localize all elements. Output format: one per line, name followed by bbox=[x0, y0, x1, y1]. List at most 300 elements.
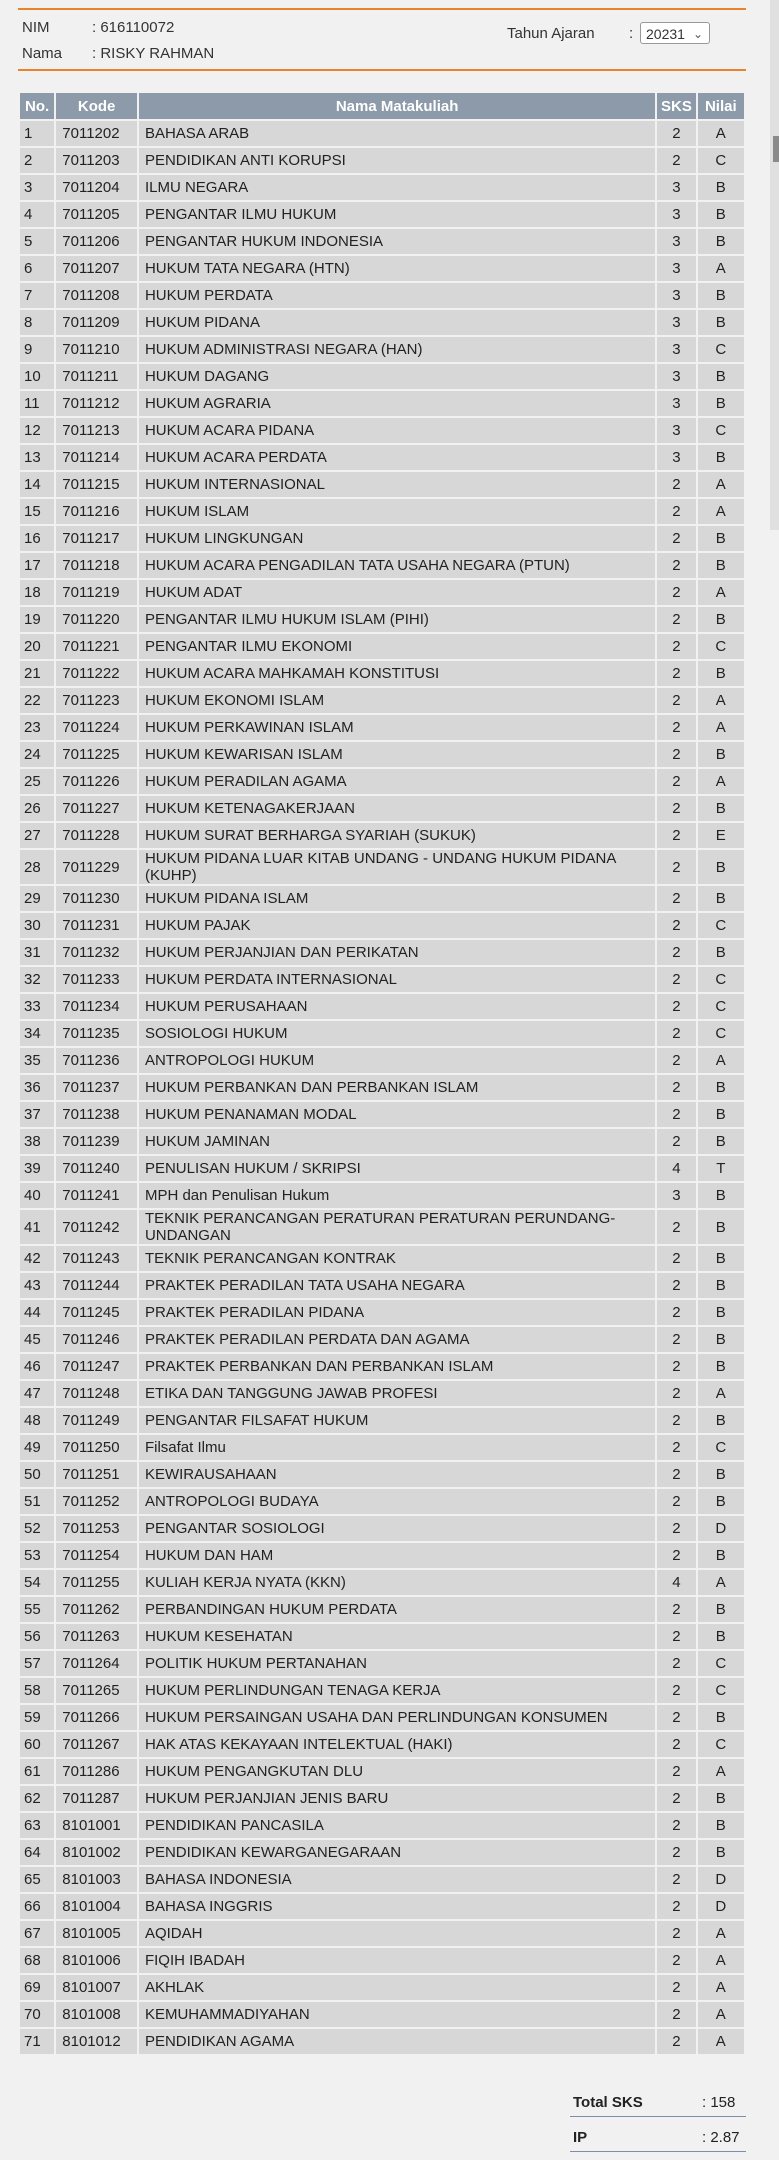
row-no: 43 bbox=[20, 1273, 54, 1298]
row-nama-matakuliah: KEWIRAUSAHAAN bbox=[139, 1462, 655, 1487]
row-nilai: B bbox=[698, 1543, 744, 1568]
row-kode: 7011242 bbox=[56, 1210, 137, 1244]
row-sks: 2 bbox=[657, 769, 695, 794]
row-nama-matakuliah: HUKUM AGRARIA bbox=[139, 391, 655, 416]
row-nama-matakuliah: HUKUM PERDATA INTERNASIONAL bbox=[139, 967, 655, 992]
row-sks: 2 bbox=[657, 742, 695, 767]
row-nama-matakuliah: AKHLAK bbox=[139, 1975, 655, 2000]
row-kode: 7011286 bbox=[56, 1759, 137, 1784]
row-no: 36 bbox=[20, 1075, 54, 1100]
row-nama-matakuliah: HUKUM TATA NEGARA (HTN) bbox=[139, 256, 655, 281]
table-row bbox=[20, 1570, 744, 1595]
row-no: 37 bbox=[20, 1102, 54, 1127]
row-no: 30 bbox=[20, 913, 54, 938]
row-no: 53 bbox=[20, 1543, 54, 1568]
row-no: 67 bbox=[20, 1921, 54, 1946]
row-kode: 7011210 bbox=[56, 337, 137, 362]
tahun-ajaran-select[interactable] bbox=[640, 22, 710, 44]
row-nama-matakuliah: HUKUM PENANAMAN MODAL bbox=[139, 1102, 655, 1127]
tahun-ajaran-selected-value: 20231 bbox=[646, 26, 685, 42]
row-nama-matakuliah: BAHASA INDONESIA bbox=[139, 1867, 655, 1892]
table-row bbox=[20, 391, 744, 416]
row-nilai: B bbox=[698, 1813, 744, 1838]
table-row bbox=[20, 1156, 744, 1181]
row-sks: 2 bbox=[657, 1048, 695, 1073]
row-nama-matakuliah: BAHASA INGGRIS bbox=[139, 1894, 655, 1919]
row-no: 51 bbox=[20, 1489, 54, 1514]
row-no: 65 bbox=[20, 1867, 54, 1892]
row-no: 22 bbox=[20, 688, 54, 713]
table-row bbox=[20, 769, 744, 794]
row-no: 63 bbox=[20, 1813, 54, 1838]
row-kode: 7011211 bbox=[56, 364, 137, 389]
row-nilai: B bbox=[698, 607, 744, 632]
row-no: 20 bbox=[20, 634, 54, 659]
row-kode: 7011221 bbox=[56, 634, 137, 659]
table-row bbox=[20, 1840, 744, 1865]
row-no: 60 bbox=[20, 1732, 54, 1757]
table-row bbox=[20, 1813, 744, 1838]
row-no: 29 bbox=[20, 886, 54, 911]
row-nilai: A bbox=[698, 1048, 744, 1073]
row-sks: 2 bbox=[657, 526, 695, 551]
nama-value: : RISKY RAHMAN bbox=[92, 45, 215, 62]
side-scroll-thumb[interactable] bbox=[773, 136, 779, 162]
row-kode: 7011253 bbox=[56, 1516, 137, 1541]
table-row bbox=[20, 1048, 744, 1073]
grades-table bbox=[18, 91, 746, 2056]
row-sks: 2 bbox=[657, 1210, 695, 1244]
row-nilai: B bbox=[698, 1489, 744, 1514]
row-nilai: A bbox=[698, 1975, 744, 2000]
table-row bbox=[20, 1129, 744, 1154]
row-sks: 3 bbox=[657, 337, 695, 362]
row-nama-matakuliah: HUKUM DAN HAM bbox=[139, 1543, 655, 1568]
row-sks: 2 bbox=[657, 499, 695, 524]
row-no: 23 bbox=[20, 715, 54, 740]
row-kode: 7011205 bbox=[56, 202, 137, 227]
row-sks: 2 bbox=[657, 1381, 695, 1406]
row-no: 21 bbox=[20, 661, 54, 686]
row-nilai: C bbox=[698, 418, 744, 443]
row-nama-matakuliah: PRAKTEK PERADILAN PIDANA bbox=[139, 1300, 655, 1325]
table-row bbox=[20, 1354, 744, 1379]
row-kode: 7011234 bbox=[56, 994, 137, 1019]
row-no: 9 bbox=[20, 337, 54, 362]
table-row bbox=[20, 1894, 744, 1919]
table-row bbox=[20, 688, 744, 713]
table-row bbox=[20, 1597, 744, 1622]
row-kode: 8101012 bbox=[56, 2029, 137, 2054]
row-sks: 2 bbox=[657, 1516, 695, 1541]
table-row bbox=[20, 202, 744, 227]
tahun-ajaran-colon: : bbox=[629, 25, 634, 42]
row-nama-matakuliah: ETIKA DAN TANGGUNG JAWAB PROFESI bbox=[139, 1381, 655, 1406]
row-no: 17 bbox=[20, 553, 54, 578]
row-nilai: A bbox=[698, 472, 744, 497]
row-nama-matakuliah: HUKUM KEWARISAN ISLAM bbox=[139, 742, 655, 767]
ip-label: IP bbox=[573, 2129, 588, 2146]
row-sks: 2 bbox=[657, 1246, 695, 1271]
row-nilai: A bbox=[698, 1759, 744, 1784]
table-row bbox=[20, 1246, 744, 1271]
row-no: 44 bbox=[20, 1300, 54, 1325]
row-nilai: C bbox=[698, 1435, 744, 1460]
section-divider bbox=[18, 69, 746, 71]
row-sks: 2 bbox=[657, 715, 695, 740]
header-nama-matakuliah: Nama Matakuliah bbox=[139, 93, 655, 119]
row-no: 50 bbox=[20, 1462, 54, 1487]
row-no: 49 bbox=[20, 1435, 54, 1460]
row-sks: 2 bbox=[657, 1921, 695, 1946]
row-nilai: C bbox=[698, 1678, 744, 1703]
row-nama-matakuliah: HUKUM PERKAWINAN ISLAM bbox=[139, 715, 655, 740]
row-sks: 2 bbox=[657, 1075, 695, 1100]
row-nilai: B bbox=[698, 364, 744, 389]
row-kode: 7011214 bbox=[56, 445, 137, 470]
row-no: 45 bbox=[20, 1327, 54, 1352]
row-sks: 4 bbox=[657, 1570, 695, 1595]
row-kode: 7011228 bbox=[56, 823, 137, 848]
row-kode: 7011241 bbox=[56, 1183, 137, 1208]
header-sks: SKS bbox=[657, 93, 695, 119]
row-no: 54 bbox=[20, 1570, 54, 1595]
row-kode: 7011267 bbox=[56, 1732, 137, 1757]
row-nilai: B bbox=[698, 940, 744, 965]
row-sks: 3 bbox=[657, 445, 695, 470]
row-kode: 7011239 bbox=[56, 1129, 137, 1154]
row-nama-matakuliah: HUKUM JAMINAN bbox=[139, 1129, 655, 1154]
row-kode: 7011222 bbox=[56, 661, 137, 686]
row-nilai: T bbox=[698, 1156, 744, 1181]
row-kode: 7011262 bbox=[56, 1597, 137, 1622]
row-sks: 3 bbox=[657, 283, 695, 308]
row-kode: 7011220 bbox=[56, 607, 137, 632]
row-nama-matakuliah: HUKUM PERJANJIAN JENIS BARU bbox=[139, 1786, 655, 1811]
row-nilai: A bbox=[698, 715, 744, 740]
row-nilai: B bbox=[698, 1462, 744, 1487]
row-nilai: A bbox=[698, 1381, 744, 1406]
table-row bbox=[20, 283, 744, 308]
row-nilai: B bbox=[698, 202, 744, 227]
row-nilai: A bbox=[698, 769, 744, 794]
top-divider bbox=[18, 8, 746, 10]
row-nama-matakuliah: KULIAH KERJA NYATA (KKN) bbox=[139, 1570, 655, 1595]
row-no: 40 bbox=[20, 1183, 54, 1208]
row-sks: 2 bbox=[657, 1786, 695, 1811]
row-kode: 7011218 bbox=[56, 553, 137, 578]
totals-panel bbox=[570, 2086, 746, 2152]
tahun-ajaran-label: Tahun Ajaran bbox=[507, 25, 595, 42]
table-row bbox=[20, 364, 744, 389]
row-nilai: B bbox=[698, 283, 744, 308]
header-no: No. bbox=[20, 93, 54, 119]
nama-label: Nama bbox=[22, 45, 63, 62]
row-no: 19 bbox=[20, 607, 54, 632]
row-nilai: E bbox=[698, 823, 744, 848]
row-nama-matakuliah: PENDIDIKAN KEWARGANEGARAAN bbox=[139, 1840, 655, 1865]
row-kode: 7011207 bbox=[56, 256, 137, 281]
row-no: 68 bbox=[20, 1948, 54, 1973]
row-nilai: C bbox=[698, 967, 744, 992]
row-sks: 2 bbox=[657, 1624, 695, 1649]
ip-row bbox=[570, 2121, 746, 2152]
row-no: 7 bbox=[20, 283, 54, 308]
table-row bbox=[20, 337, 744, 362]
row-nama-matakuliah: HUKUM PERSAINGAN USAHA DAN PERLINDUNGAN KONSUMEN bbox=[139, 1705, 655, 1730]
row-no: 66 bbox=[20, 1894, 54, 1919]
row-no: 69 bbox=[20, 1975, 54, 2000]
row-kode: 8101006 bbox=[56, 1948, 137, 1973]
row-kode: 7011229 bbox=[56, 850, 137, 884]
table-row bbox=[20, 1516, 744, 1541]
row-sks: 3 bbox=[657, 418, 695, 443]
row-nilai: B bbox=[698, 661, 744, 686]
row-sks: 2 bbox=[657, 607, 695, 632]
row-no: 1 bbox=[20, 121, 54, 146]
row-nilai: C bbox=[698, 1651, 744, 1676]
row-nilai: B bbox=[698, 1183, 744, 1208]
row-kode: 7011226 bbox=[56, 769, 137, 794]
row-sks: 2 bbox=[657, 1840, 695, 1865]
row-nama-matakuliah: PENGANTAR HUKUM INDONESIA bbox=[139, 229, 655, 254]
row-kode: 7011223 bbox=[56, 688, 137, 713]
table-row bbox=[20, 445, 744, 470]
table-row bbox=[20, 1786, 744, 1811]
row-kode: 7011244 bbox=[56, 1273, 137, 1298]
row-sks: 2 bbox=[657, 1462, 695, 1487]
row-nama-matakuliah: PENDIDIKAN AGAMA bbox=[139, 2029, 655, 2054]
row-nilai: B bbox=[698, 796, 744, 821]
table-row bbox=[20, 553, 744, 578]
row-no: 52 bbox=[20, 1516, 54, 1541]
row-no: 47 bbox=[20, 1381, 54, 1406]
row-nilai: B bbox=[698, 1786, 744, 1811]
row-nama-matakuliah: HUKUM ADMINISTRASI NEGARA (HAN) bbox=[139, 337, 655, 362]
table-row bbox=[20, 1273, 744, 1298]
row-nilai: A bbox=[698, 688, 744, 713]
table-row bbox=[20, 580, 744, 605]
nim-value: : 616110072 bbox=[92, 19, 175, 36]
row-nama-matakuliah: HUKUM SURAT BERHARGA SYARIAH (SUKUK) bbox=[139, 823, 655, 848]
table-row bbox=[20, 472, 744, 497]
row-sks: 2 bbox=[657, 913, 695, 938]
row-sks: 2 bbox=[657, 1651, 695, 1676]
row-nama-matakuliah: POLITIK HUKUM PERTANAHAN bbox=[139, 1651, 655, 1676]
table-row bbox=[20, 607, 744, 632]
row-no: 4 bbox=[20, 202, 54, 227]
student-info bbox=[22, 18, 746, 70]
row-kode: 7011287 bbox=[56, 1786, 137, 1811]
row-kode: 7011233 bbox=[56, 967, 137, 992]
row-sks: 3 bbox=[657, 202, 695, 227]
table-row bbox=[20, 175, 744, 200]
row-sks: 2 bbox=[657, 1129, 695, 1154]
row-nama-matakuliah: TEKNIK PERANCANGAN KONTRAK bbox=[139, 1246, 655, 1271]
row-nilai: B bbox=[698, 1102, 744, 1127]
row-nama-matakuliah: PRAKTEK PERBANKAN DAN PERBANKAN ISLAM bbox=[139, 1354, 655, 1379]
row-sks: 3 bbox=[657, 175, 695, 200]
row-sks: 4 bbox=[657, 1156, 695, 1181]
row-sks: 2 bbox=[657, 1327, 695, 1352]
row-sks: 2 bbox=[657, 634, 695, 659]
header-kode: Kode bbox=[56, 93, 137, 119]
side-scroll-track[interactable] bbox=[770, 0, 779, 530]
row-nama-matakuliah: PENGANTAR SOSIOLOGI bbox=[139, 1516, 655, 1541]
row-nilai: B bbox=[698, 1300, 744, 1325]
row-nama-matakuliah: BAHASA ARAB bbox=[139, 121, 655, 146]
row-nama-matakuliah: ILMU NEGARA bbox=[139, 175, 655, 200]
table-row bbox=[20, 148, 744, 173]
table-row bbox=[20, 823, 744, 848]
row-nilai: B bbox=[698, 1129, 744, 1154]
row-nilai: C bbox=[698, 1021, 744, 1046]
row-sks: 2 bbox=[657, 688, 695, 713]
row-sks: 3 bbox=[657, 364, 695, 389]
row-no: 31 bbox=[20, 940, 54, 965]
row-sks: 2 bbox=[657, 1021, 695, 1046]
row-nilai: C bbox=[698, 634, 744, 659]
row-sks: 2 bbox=[657, 1948, 695, 1973]
row-kode: 7011240 bbox=[56, 1156, 137, 1181]
row-no: 61 bbox=[20, 1759, 54, 1784]
header-nilai: Nilai bbox=[698, 93, 744, 119]
table-row bbox=[20, 634, 744, 659]
row-no: 57 bbox=[20, 1651, 54, 1676]
table-row bbox=[20, 418, 744, 443]
row-sks: 2 bbox=[657, 940, 695, 965]
row-nama-matakuliah: HUKUM PERLINDUNGAN TENAGA KERJA bbox=[139, 1678, 655, 1703]
table-row bbox=[20, 661, 744, 686]
row-sks: 3 bbox=[657, 256, 695, 281]
row-sks: 2 bbox=[657, 1759, 695, 1784]
row-kode: 7011212 bbox=[56, 391, 137, 416]
row-nilai: D bbox=[698, 1516, 744, 1541]
table-row bbox=[20, 1867, 744, 1892]
row-nama-matakuliah: PENGANTAR ILMU HUKUM bbox=[139, 202, 655, 227]
row-kode: 7011247 bbox=[56, 1354, 137, 1379]
row-kode: 7011224 bbox=[56, 715, 137, 740]
row-kode: 7011238 bbox=[56, 1102, 137, 1127]
table-row bbox=[20, 742, 744, 767]
row-nilai: A bbox=[698, 1948, 744, 1973]
row-sks: 2 bbox=[657, 580, 695, 605]
row-kode: 7011246 bbox=[56, 1327, 137, 1352]
row-nama-matakuliah: TEKNIK PERANCANGAN PERATURAN PERATURAN PERUNDANG-UNDANGAN bbox=[139, 1210, 655, 1244]
row-nilai: B bbox=[698, 1624, 744, 1649]
row-nilai: A bbox=[698, 1921, 744, 1946]
row-nama-matakuliah: HUKUM DAGANG bbox=[139, 364, 655, 389]
row-kode: 7011263 bbox=[56, 1624, 137, 1649]
row-nilai: C bbox=[698, 1732, 744, 1757]
table-row bbox=[20, 1210, 744, 1244]
table-row bbox=[20, 1975, 744, 2000]
row-nama-matakuliah: FIQIH IBADAH bbox=[139, 1948, 655, 1973]
row-kode: 7011206 bbox=[56, 229, 137, 254]
row-sks: 2 bbox=[657, 2029, 695, 2054]
row-no: 55 bbox=[20, 1597, 54, 1622]
row-nama-matakuliah: PENULISAN HUKUM / SKRIPSI bbox=[139, 1156, 655, 1181]
table-row bbox=[20, 1462, 744, 1487]
row-nilai: B bbox=[698, 229, 744, 254]
row-nama-matakuliah: HUKUM ACARA PIDANA bbox=[139, 418, 655, 443]
row-no: 25 bbox=[20, 769, 54, 794]
row-no: 42 bbox=[20, 1246, 54, 1271]
row-kode: 7011213 bbox=[56, 418, 137, 443]
row-kode: 7011225 bbox=[56, 742, 137, 767]
row-no: 64 bbox=[20, 1840, 54, 1865]
row-kode: 8101008 bbox=[56, 2002, 137, 2027]
row-no: 18 bbox=[20, 580, 54, 605]
row-nama-matakuliah: ANTROPOLOGI BUDAYA bbox=[139, 1489, 655, 1514]
row-nama-matakuliah: SOSIOLOGI HUKUM bbox=[139, 1021, 655, 1046]
row-sks: 2 bbox=[657, 1300, 695, 1325]
row-kode: 7011227 bbox=[56, 796, 137, 821]
row-nama-matakuliah: HUKUM PERADILAN AGAMA bbox=[139, 769, 655, 794]
row-sks: 2 bbox=[657, 1435, 695, 1460]
row-nilai: A bbox=[698, 499, 744, 524]
row-no: 10 bbox=[20, 364, 54, 389]
row-sks: 2 bbox=[657, 1354, 695, 1379]
table-row bbox=[20, 1921, 744, 1946]
table-row bbox=[20, 1102, 744, 1127]
total-sks-value: : 158 bbox=[702, 2094, 736, 2111]
row-nilai: B bbox=[698, 850, 744, 884]
row-kode: 8101002 bbox=[56, 1840, 137, 1865]
row-no: 34 bbox=[20, 1021, 54, 1046]
chevron-down-icon: ⌄ bbox=[692, 27, 703, 41]
row-no: 6 bbox=[20, 256, 54, 281]
table-row bbox=[20, 1543, 744, 1568]
row-kode: 7011219 bbox=[56, 580, 137, 605]
row-kode: 7011202 bbox=[56, 121, 137, 146]
row-no: 70 bbox=[20, 2002, 54, 2027]
row-kode: 7011203 bbox=[56, 148, 137, 173]
row-nama-matakuliah: HUKUM ACARA MAHKAMAH KONSTITUSI bbox=[139, 661, 655, 686]
row-sks: 2 bbox=[657, 1408, 695, 1433]
row-nilai: B bbox=[698, 1273, 744, 1298]
row-nama-matakuliah: HUKUM PERJANJIAN DAN PERIKATAN bbox=[139, 940, 655, 965]
row-nama-matakuliah: AQIDAH bbox=[139, 1921, 655, 1946]
row-no: 14 bbox=[20, 472, 54, 497]
row-nilai: D bbox=[698, 1867, 744, 1892]
row-kode: 7011243 bbox=[56, 1246, 137, 1271]
row-nilai: B bbox=[698, 445, 744, 470]
row-sks: 2 bbox=[657, 472, 695, 497]
row-nama-matakuliah: HUKUM PIDANA LUAR KITAB UNDANG - UNDANG HUKUM PIDANA (KUHP) bbox=[139, 850, 655, 884]
row-nilai: B bbox=[698, 310, 744, 335]
row-nilai: B bbox=[698, 391, 744, 416]
table-row bbox=[20, 1381, 744, 1406]
row-kode: 7011255 bbox=[56, 1570, 137, 1595]
row-nama-matakuliah: HUKUM ACARA PENGADILAN TATA USAHA NEGARA (PTUN) bbox=[139, 553, 655, 578]
row-nama-matakuliah: HUKUM ISLAM bbox=[139, 499, 655, 524]
row-no: 11 bbox=[20, 391, 54, 416]
row-kode: 7011250 bbox=[56, 1435, 137, 1460]
row-nama-matakuliah: HUKUM LINGKUNGAN bbox=[139, 526, 655, 551]
row-nilai: B bbox=[698, 1210, 744, 1244]
row-sks: 2 bbox=[657, 1273, 695, 1298]
row-no: 15 bbox=[20, 499, 54, 524]
row-kode: 7011216 bbox=[56, 499, 137, 524]
row-sks: 2 bbox=[657, 1975, 695, 2000]
row-nama-matakuliah: HUKUM KETENAGAKERJAAN bbox=[139, 796, 655, 821]
row-nama-matakuliah: Filsafat Ilmu bbox=[139, 1435, 655, 1460]
row-nilai: A bbox=[698, 1570, 744, 1595]
row-no: 24 bbox=[20, 742, 54, 767]
row-nama-matakuliah: PENGANTAR FILSAFAT HUKUM bbox=[139, 1408, 655, 1433]
row-kode: 7011249 bbox=[56, 1408, 137, 1433]
